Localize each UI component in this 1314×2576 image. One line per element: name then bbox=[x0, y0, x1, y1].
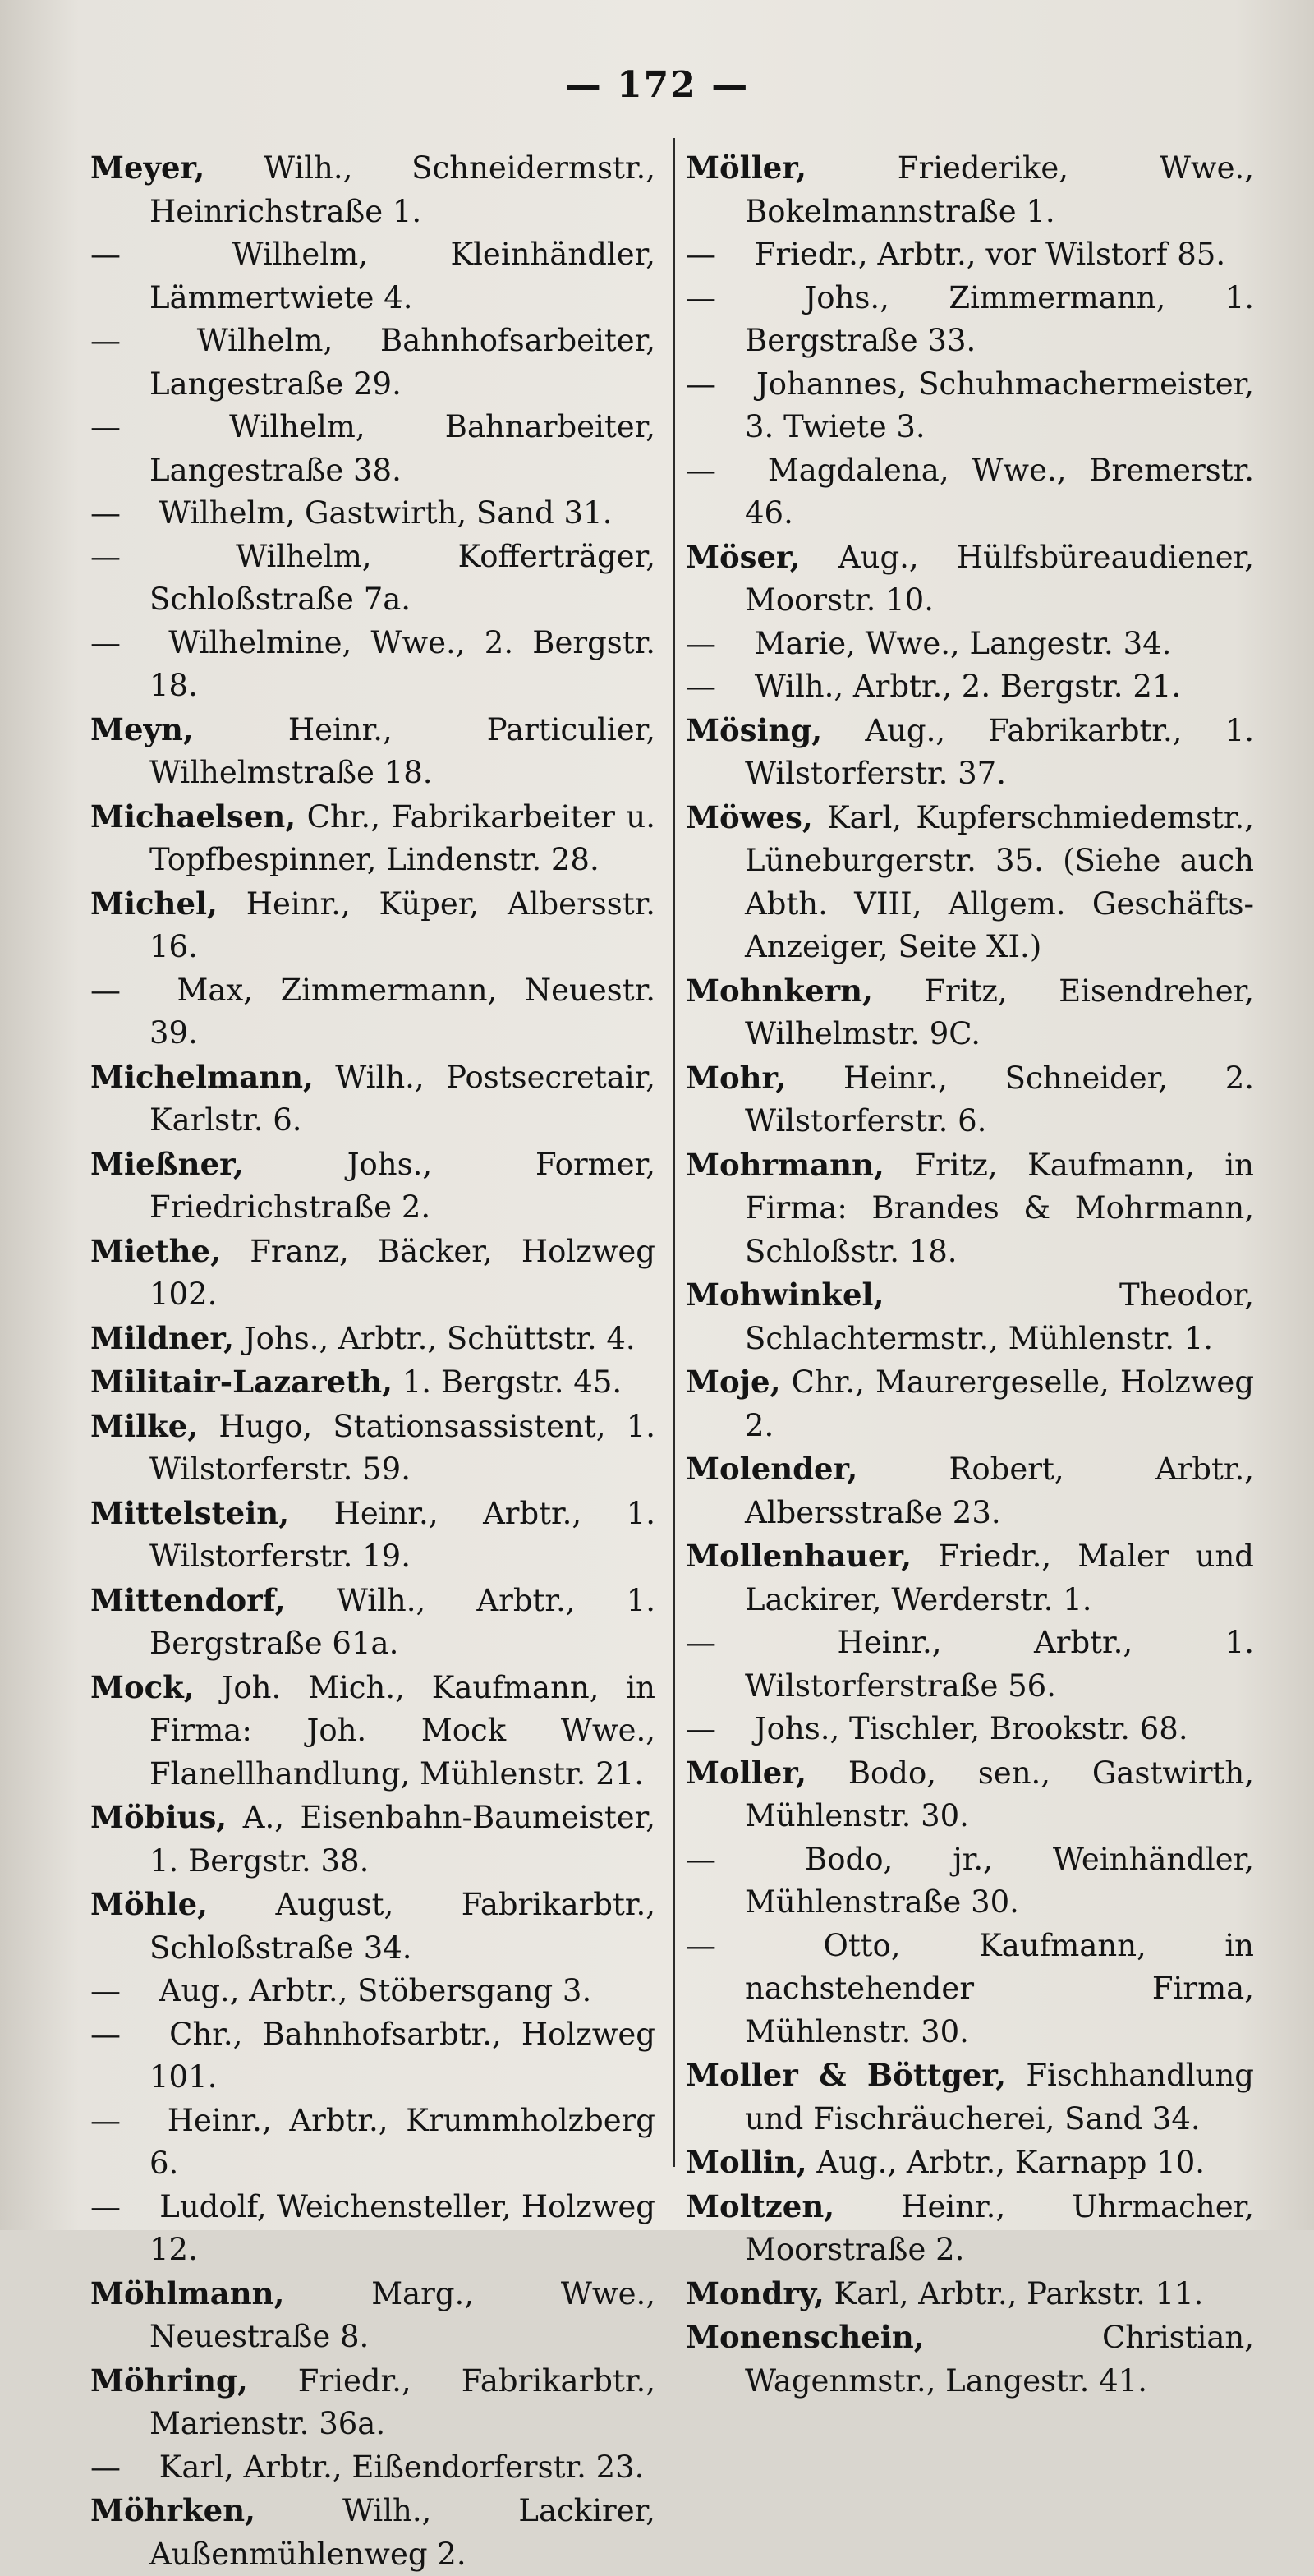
ditto-dash: — bbox=[686, 1711, 716, 1746]
entry-name: Miethe, bbox=[90, 1232, 221, 1269]
entry-name: Möhrken, bbox=[90, 2492, 255, 2528]
entry-text: Wilh., Schneidermstr., Heinrichstraße 1. bbox=[149, 150, 655, 229]
entry-text: A., Eisenbahn-Baumeister, 1. Bergstr. 38. bbox=[149, 1800, 656, 1879]
ditto-dash: — bbox=[90, 972, 121, 1008]
entry-text: Wilh., Arbtr., 2. Bergstr. 21. bbox=[754, 669, 1182, 704]
directory-entry bbox=[90, 2186, 655, 2272]
directory-entry bbox=[686, 665, 1254, 709]
ditto-dash: — bbox=[686, 669, 716, 704]
entry-text: Ludolf, Weichensteller, Holzweg 12. bbox=[149, 2188, 655, 2267]
directory-entry bbox=[90, 795, 655, 882]
directory-entry bbox=[90, 1666, 655, 1796]
entry-name: Möhlmann, bbox=[90, 2275, 285, 2312]
entry-text: Wilhelm, Kofferträger, Schloßstraße 7a. bbox=[149, 538, 656, 617]
entry-text: Hugo, Stationsassistent, 1. Wilstorferstr. 59. bbox=[149, 1408, 656, 1487]
entry-text: Johs., Arbtr., Schüttstr. 4. bbox=[243, 1320, 636, 1356]
directory-entry bbox=[90, 1883, 655, 1970]
ditto-dash: — bbox=[686, 366, 716, 402]
entry-name: Mock, bbox=[90, 1668, 195, 1705]
entry-text: Christian, Wagenmstr., Langestr. 41. bbox=[745, 2320, 1254, 2399]
directory-entry bbox=[90, 536, 655, 622]
directory-entry bbox=[90, 2013, 655, 2100]
entry-name: Moje, bbox=[686, 1364, 781, 1400]
entry-name: Militair-Lazareth, bbox=[90, 1364, 393, 1400]
directory-entry bbox=[90, 1360, 655, 1405]
directory-entry bbox=[686, 1708, 1254, 1751]
entry-name: Moller, bbox=[686, 1754, 806, 1791]
directory-entry bbox=[686, 969, 1254, 1056]
directory-entry bbox=[90, 1492, 655, 1579]
entry-name: Möwes, bbox=[686, 798, 813, 835]
entry-name: Meyn, bbox=[90, 711, 194, 748]
entry-text: Chr., Fabrikarbeiter u. Topfbespinner, Lindenstr. 28. bbox=[149, 798, 655, 877]
directory-entry bbox=[686, 1143, 1254, 1274]
ditto-dash: — bbox=[90, 1973, 121, 2008]
entry-text: Aug., Hülfsbüreaudiener, Moorstr. 10. bbox=[745, 539, 1254, 618]
entry-text: Karl, Arbtr., Eißendorferstr. 23. bbox=[159, 2449, 645, 2485]
entry-text: Karl, Kupferschmiedemstr., Lüneburgerstr. 35. (Siehe auch Abth. VIII, Allgem. Geschäfts-Anzeiger, Seite XI.) bbox=[745, 799, 1254, 964]
entry-text: Heinr., Arbtr., Krummholzberg 6. bbox=[149, 2102, 655, 2181]
ditto-dash: — bbox=[90, 2102, 121, 2138]
directory-entry bbox=[90, 2272, 655, 2359]
entry-text: Wilhelm, Bahnarbeiter, Langestraße 38. bbox=[149, 409, 656, 488]
directory-entry bbox=[90, 882, 655, 969]
ditto-dash: — bbox=[90, 538, 121, 574]
ditto-dash: — bbox=[90, 323, 121, 358]
entry-text: Friederike, Wwe., Bokelmannstraße 1. bbox=[745, 150, 1254, 229]
entry-name: Mohnkern, bbox=[686, 972, 873, 1009]
ditto-dash: — bbox=[90, 624, 121, 660]
directory-entry bbox=[686, 1273, 1254, 1360]
entry-text: Magdalena, Wwe., Bremerstr. 46. bbox=[745, 452, 1255, 531]
directory-entry bbox=[90, 1143, 655, 1230]
directory-entry bbox=[90, 2446, 655, 2490]
entry-text: Friedr., Arbtr., vor Wilstorf 85. bbox=[754, 237, 1226, 272]
directory-entry bbox=[686, 2316, 1254, 2403]
directory-entry bbox=[90, 406, 655, 492]
directory-entry bbox=[686, 1056, 1254, 1143]
entry-text: Chr., Bahnhofsarbtr., Holzweg 101. bbox=[149, 2016, 655, 2095]
directory-entry bbox=[686, 1925, 1254, 2054]
column-divider bbox=[673, 138, 675, 2167]
entry-name: Michaelsen, bbox=[90, 798, 296, 835]
directory-entry bbox=[686, 363, 1254, 449]
directory-entry bbox=[90, 320, 655, 406]
entry-text: Wilhelm, Bahnhofsarbeiter, Langestraße 29. bbox=[149, 323, 656, 402]
entry-text: Heinr., Arbtr., 1. Wilstorferstraße 56. bbox=[745, 1625, 1254, 1704]
ditto-dash: — bbox=[686, 279, 716, 315]
entry-text: Heinr., Arbtr., 1. Wilstorferstr. 19. bbox=[149, 1495, 655, 1574]
entry-text: Heinr., Particulier, Wilhelmstraße 18. bbox=[149, 711, 655, 790]
ditto-dash: — bbox=[686, 1625, 716, 1660]
entry-name: Mollin, bbox=[686, 2144, 807, 2180]
directory-entry bbox=[90, 1056, 655, 1143]
entry-name: Möbius, bbox=[90, 1799, 227, 1835]
directory-entry bbox=[686, 1447, 1254, 1534]
ditto-dash: — bbox=[90, 237, 121, 272]
directory-entry bbox=[90, 2100, 655, 2186]
entry-text: Wilhelm, Gastwirth, Sand 31. bbox=[159, 495, 613, 531]
ditto-dash: — bbox=[90, 495, 121, 531]
entry-text: Aug., Arbtr., Stöbersgang 3. bbox=[159, 1973, 592, 2008]
entry-name: Möhle, bbox=[90, 1886, 209, 1922]
directory-entry bbox=[90, 1970, 655, 2013]
entry-name: Moller & Böttger, bbox=[686, 2057, 1007, 2093]
entry-text: Johs., Former, Friedrichstraße 2. bbox=[149, 1146, 655, 1225]
entry-name: Mösing, bbox=[686, 711, 823, 748]
directory-entry bbox=[686, 1534, 1254, 1622]
entry-name: Möhring, bbox=[90, 2362, 248, 2399]
entry-text: Johs., Zimmermann, 1. Bergstraße 33. bbox=[745, 279, 1254, 358]
entry-name: Moltzen, bbox=[686, 2187, 835, 2224]
directory-entry bbox=[90, 233, 655, 320]
directory-entry bbox=[90, 1405, 655, 1492]
directory-entry bbox=[686, 2185, 1254, 2272]
directory-entry bbox=[686, 2054, 1254, 2141]
ditto-dash: — bbox=[90, 2188, 121, 2224]
entry-name: Michelmann, bbox=[90, 1058, 314, 1095]
entry-text: August, Fabrikarbtr., Schloßstraße 34. bbox=[149, 1887, 656, 1966]
directory-entry bbox=[90, 146, 655, 233]
directory-entry bbox=[90, 1796, 655, 1883]
entry-text: Friedr., Fabrikarbtr., Marienstr. 36a. bbox=[149, 2362, 655, 2441]
directory-entry bbox=[686, 146, 1254, 233]
entry-text: Franz, Bäcker, Holzweg 102. bbox=[149, 1233, 655, 1312]
entry-text: Johannes, Schuhmachermeister, 3. Twiete 3. bbox=[745, 366, 1254, 444]
entry-text: Theodor, Schlachtermstr., Mühlenstr. 1. bbox=[745, 1277, 1254, 1356]
directory-entry bbox=[686, 1622, 1254, 1708]
entry-text: Robert, Arbtr., Albersstraße 23. bbox=[745, 1451, 1254, 1530]
page-number: — 172 — bbox=[564, 64, 750, 106]
entry-text: Heinr., Schneider, 2. Wilstorferstr. 6. bbox=[745, 1060, 1255, 1138]
entry-name: Mohrmann, bbox=[686, 1146, 884, 1183]
entry-name: Mondry, bbox=[686, 2275, 825, 2312]
entry-name: Mießner, bbox=[90, 1145, 244, 1182]
directory-entry bbox=[90, 622, 655, 708]
entry-text: Friedr., Maler und Lackirer, Werderstr. 1. bbox=[745, 1539, 1254, 1617]
entry-text: Wilh., Lackirer, Außenmühlenweg 2. bbox=[149, 2493, 655, 2572]
entry-text: Joh. Mich., Kaufmann, in Firma: Joh. Mock Wwe., Flanellhandlung, Mühlenstr. 21. bbox=[149, 1669, 655, 1792]
directory-entry bbox=[686, 1838, 1254, 1925]
directory-entry bbox=[686, 2272, 1254, 2316]
ditto-dash: — bbox=[90, 2016, 121, 2052]
entry-text: Wilh., Postsecretair, Karlstr. 6. bbox=[149, 1059, 655, 1138]
directory-entry bbox=[90, 1579, 655, 1666]
entry-text: 1. Bergstr. 45. bbox=[402, 1364, 623, 1400]
entry-text: Heinr., Küper, Albersstr. 16. bbox=[149, 886, 655, 964]
directory-entry bbox=[686, 277, 1254, 363]
entry-name: Mohwinkel, bbox=[686, 1276, 884, 1313]
entry-text: Karl, Arbtr., Parkstr. 11. bbox=[834, 2275, 1204, 2312]
entry-name: Michel, bbox=[90, 885, 218, 922]
entry-name: Mohr, bbox=[686, 1059, 787, 1096]
entry-name: Möser, bbox=[686, 538, 801, 575]
directory-entry bbox=[686, 1360, 1254, 1447]
entry-name: Mittelstein, bbox=[90, 1494, 290, 1531]
directory-entry bbox=[90, 2359, 655, 2446]
entry-text: Otto, Kaufmann, in nachstehender Firma, Mühlenstr. 30. bbox=[745, 1927, 1254, 2049]
directory-entry bbox=[686, 623, 1254, 666]
directory-entry bbox=[686, 233, 1254, 277]
entry-text: Fischhandlung und Fischräucherei, Sand 34. bbox=[745, 2058, 1254, 2137]
directory-entry bbox=[90, 2489, 655, 2576]
directory-entry bbox=[90, 1230, 655, 1317]
entry-text: Chr., Maurergeselle, Holzweg 2. bbox=[745, 1364, 1255, 1443]
entry-text: Heinr., Uhrmacher, Moorstraße 2. bbox=[745, 2188, 1254, 2267]
entry-text: Aug., Fabrikarbtr., 1. Wilstorferstr. 37. bbox=[745, 712, 1254, 791]
entry-name: Milke, bbox=[90, 1407, 199, 1444]
entry-name: Meyer, bbox=[90, 150, 205, 186]
entry-text: Marg., Wwe., Neuestraße 8. bbox=[149, 2275, 655, 2354]
entry-name: Möller, bbox=[686, 150, 806, 186]
ditto-dash: — bbox=[686, 1927, 716, 1963]
left-column bbox=[90, 146, 655, 2576]
directory-entry bbox=[90, 708, 655, 795]
directory-entry bbox=[90, 492, 655, 536]
directory-entry bbox=[686, 2141, 1254, 2185]
ditto-dash: — bbox=[90, 409, 121, 444]
entry-text: Max, Zimmermann, Neuestr. 39. bbox=[149, 972, 655, 1051]
entry-name: Molender, bbox=[686, 1451, 858, 1487]
ditto-dash: — bbox=[686, 452, 716, 488]
entry-text: Bodo, jr., Weinhändler, Mühlenstraße 30. bbox=[745, 1841, 1255, 1920]
directory-entry bbox=[686, 1751, 1254, 1838]
entry-name: Mittendorf, bbox=[90, 1581, 286, 1618]
ditto-dash: — bbox=[90, 2449, 121, 2485]
directory-entry bbox=[90, 969, 655, 1056]
entry-name: Mollenhauer, bbox=[686, 1538, 912, 1574]
entry-text: Fritz, Eisendreher, Wilhelmstr. 9C. bbox=[745, 973, 1255, 1051]
ditto-dash: — bbox=[686, 1841, 716, 1877]
ditto-dash: — bbox=[686, 237, 716, 272]
entry-text: Fritz, Kaufmann, in Firma: Brandes & Mohrmann, Schloßstr. 18. bbox=[745, 1147, 1254, 1269]
entry-name: Monenschein, bbox=[686, 2319, 925, 2355]
directory-entry bbox=[686, 796, 1254, 969]
entry-text: Wilhelm, Kleinhändler, Lämmertwiete 4. bbox=[149, 237, 655, 315]
directory-entry bbox=[90, 1317, 655, 1361]
entry-text: Johs., Tischler, Brookstr. 68. bbox=[754, 1711, 1188, 1746]
entry-text: Aug., Arbtr., Karnapp 10. bbox=[816, 2145, 1205, 2180]
ditto-dash: — bbox=[686, 625, 716, 661]
directory-entry bbox=[686, 536, 1254, 623]
directory-entry bbox=[686, 709, 1254, 796]
entry-text: Wilhelmine, Wwe., 2. Bergstr. 18. bbox=[149, 624, 655, 703]
entry-text: Marie, Wwe., Langestr. 34. bbox=[754, 625, 1172, 661]
entry-name: Mildner, bbox=[90, 1319, 235, 1356]
entry-text: Wilh., Arbtr., 1. Bergstraße 61a. bbox=[149, 1582, 656, 1661]
right-column bbox=[686, 146, 1254, 2403]
directory-entry bbox=[686, 449, 1254, 536]
entry-text: Bodo, sen., Gastwirth, Mühlenstr. 30. bbox=[745, 1755, 1254, 1833]
